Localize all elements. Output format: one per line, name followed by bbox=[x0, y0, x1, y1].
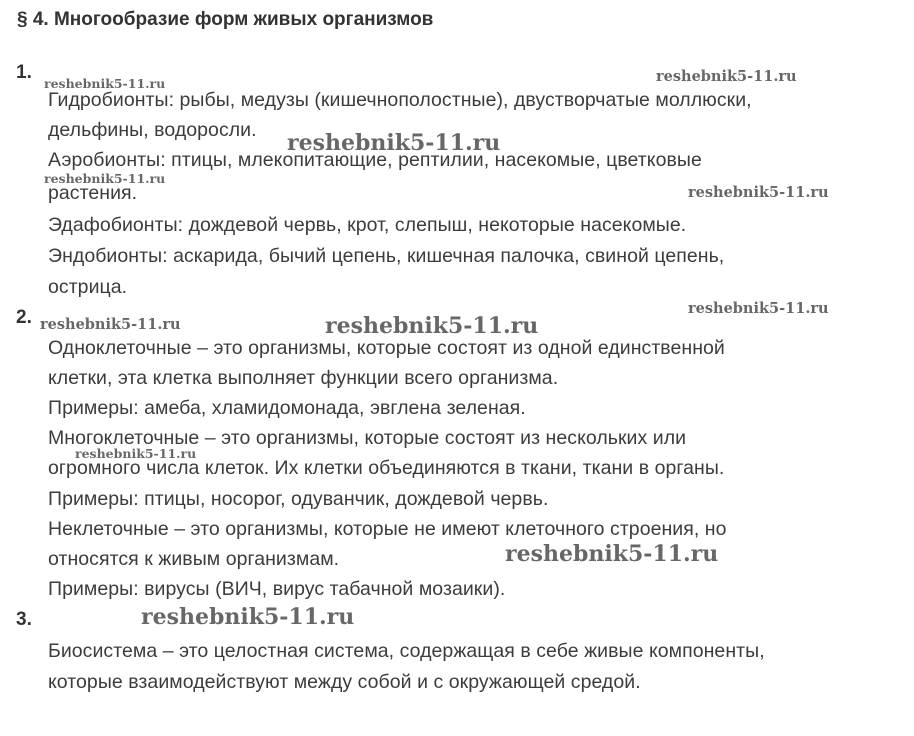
text-line: острица. bbox=[48, 276, 128, 298]
section-number: 3. bbox=[16, 609, 32, 630]
section-number: 2. bbox=[16, 307, 32, 328]
watermark: reshebnik5-11.ru bbox=[325, 313, 539, 339]
watermark: reshebnik5-11.ru bbox=[688, 300, 829, 317]
text-line: Многоклеточные – это организмы, которые состоят из нескольких или bbox=[48, 427, 687, 449]
text-line: Аэробионты: птицы, млекопитающие, рептилии, насекомые, цветковые bbox=[48, 149, 702, 171]
text-line: дельфины, водоросли. bbox=[48, 119, 257, 141]
text-line: Эндобионты: аскарида, бычий цепень, кишечная палочка, свиной цепень, bbox=[48, 245, 725, 267]
page-title: § 4. Многообразие форм живых организмов bbox=[17, 9, 434, 30]
text-line: Гидробионты: рыбы, медузы (кишечнополостные), двустворчатые моллюски, bbox=[48, 89, 752, 111]
text-line: Примеры: птицы, носорог, одуванчик, дождевой червь. bbox=[48, 488, 549, 510]
text-line: которые взаимодействуют между собой и с окружающей средой. bbox=[48, 671, 641, 693]
text-line: Примеры: вирусы (ВИЧ, вирус табачной мозаики). bbox=[48, 578, 506, 600]
text-line: Эдафобионты: дождевой червь, крот, слепыш, некоторые насекомые. bbox=[48, 214, 687, 236]
text-line: Неклеточные – это организмы, которые не имеют клеточного строения, но bbox=[48, 518, 727, 540]
text-line: относятся к живым организмам. bbox=[48, 548, 340, 570]
text-line: Одноклеточные – это организмы, которые состоят из одной единственной bbox=[48, 337, 725, 359]
watermark: reshebnik5-11.ru bbox=[688, 184, 829, 201]
watermark: reshebnik5-11.ru bbox=[75, 446, 197, 461]
watermark: reshebnik5-11.ru bbox=[141, 604, 355, 630]
watermark: reshebnik5-11.ru bbox=[44, 76, 166, 91]
text-line: растения. bbox=[48, 182, 138, 204]
section-number: 1. bbox=[16, 62, 32, 83]
watermark: reshebnik5-11.ru bbox=[287, 130, 501, 156]
watermark: reshebnik5-11.ru bbox=[656, 68, 797, 85]
watermark: reshebnik5-11.ru bbox=[44, 171, 166, 186]
text-line: Биосистема – это целостная система, содержащая в себе живые компоненты, bbox=[48, 640, 765, 662]
text-line: клетки, эта клетка выполняет функции всего организма. bbox=[48, 367, 559, 389]
text-line: Примеры: амеба, хламидомонада, эвглена зеленая. bbox=[48, 397, 526, 419]
watermark: reshebnik5-11.ru bbox=[40, 316, 181, 333]
text-line: огромного числа клеток. Их клетки объединяются в ткани, ткани в органы. bbox=[48, 457, 725, 479]
watermark: reshebnik5-11.ru bbox=[505, 541, 719, 567]
